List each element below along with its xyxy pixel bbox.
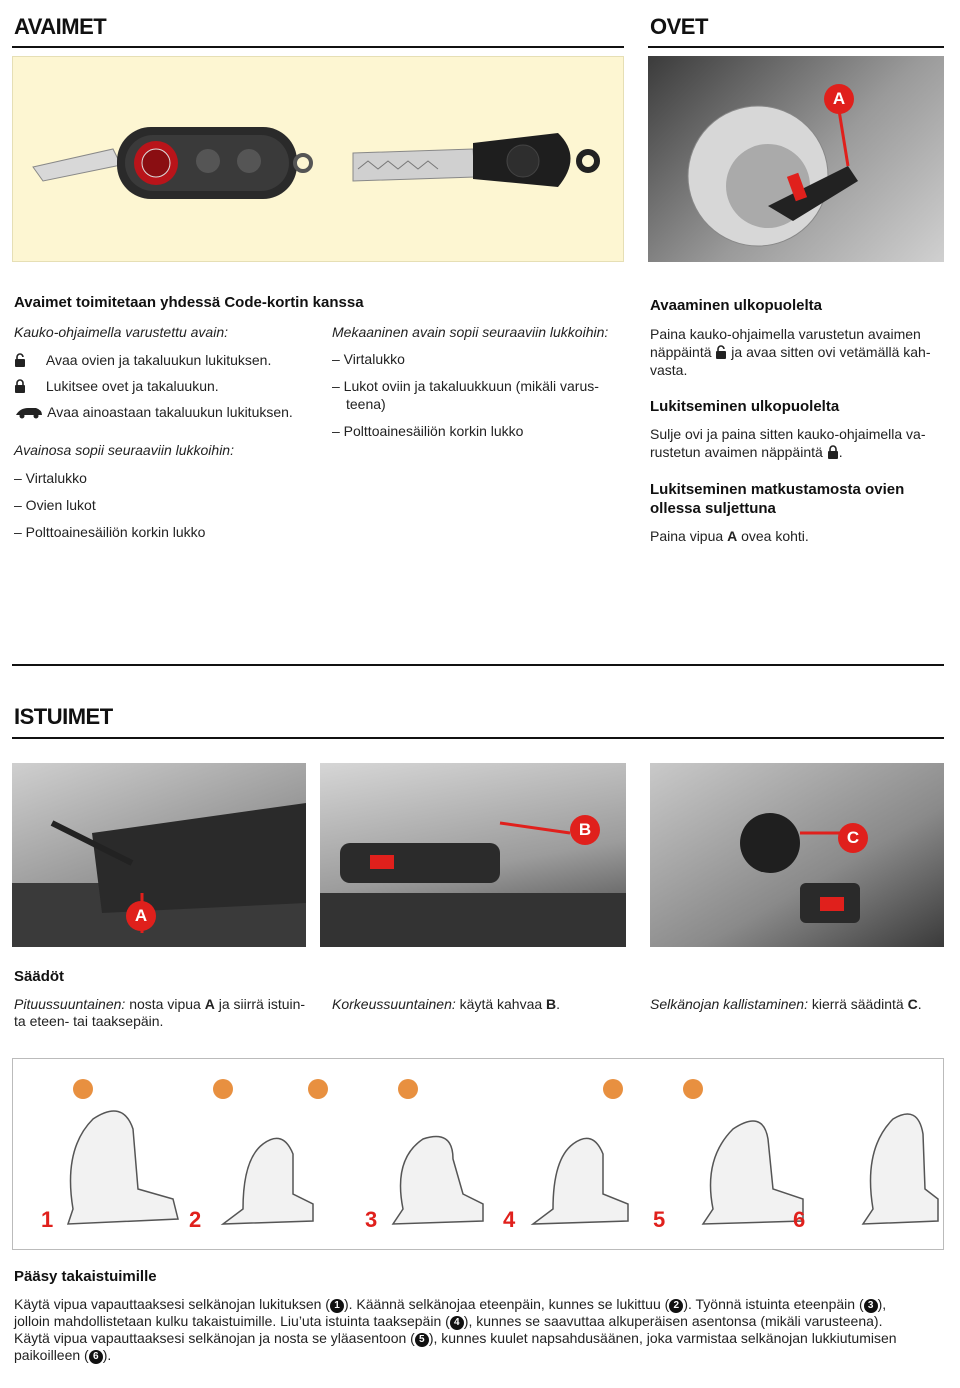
car-trunk-icon xyxy=(14,405,44,419)
rear-line-2 xyxy=(14,1313,946,1330)
door-inside-text xyxy=(650,528,809,545)
rear-text: Käytä vipua vapauttaaksesi selkänojan ja nosta se yläasentoon ( xyxy=(14,1330,415,1346)
rear-text: ). Käännä selkänojaa eteenpäin, kunnes se lukittuu ( xyxy=(343,1296,670,1312)
seat-label-c: C xyxy=(838,823,868,853)
step-number-6: 6 xyxy=(793,1207,806,1232)
seat-photo-c xyxy=(650,763,944,947)
door-open-text-1: Paina kauko-ohjaimella varustetun avaimen xyxy=(650,326,921,342)
rear-line-4 xyxy=(14,1347,946,1364)
rear-title: Pääsy takaistuimille xyxy=(14,1268,157,1285)
rear-text: ), kunnes se saavuttaa alkuperäisen asentonsa (mikäli varusteena). xyxy=(463,1313,883,1329)
rear-text: ), xyxy=(877,1296,887,1312)
seat-label-b: B xyxy=(570,815,600,845)
adjust-col-1-italic: Pituussuuntainen: xyxy=(14,996,126,1012)
step-number-1: 1 xyxy=(41,1207,54,1232)
mech-item-fuel: – Polttoainesäiliön korkin lukko xyxy=(332,423,524,439)
remote-item-lock xyxy=(14,378,219,395)
adjust-col-1-text: nosta vipua xyxy=(125,996,205,1012)
heading-rule-doors xyxy=(648,46,944,48)
mech-item-ignition: – Virtalukko xyxy=(332,351,405,367)
heading-doors: OVET xyxy=(650,14,708,39)
rear-text: jolloin mahdollistetaan kulku takaistuimille. Liu’uta istuinta taaksepäin ( xyxy=(14,1313,450,1329)
mech-intro: Mekaaninen avain sopii seuraaviin lukkoihin: xyxy=(332,324,609,340)
door-open-text-3: vasta. xyxy=(650,362,688,378)
door-lock-text-2a: rustetun avaimen näppäintä xyxy=(650,444,823,460)
insert-item-fuel: – Polttoainesäiliön korkin lukko xyxy=(14,524,206,540)
rear-line-1 xyxy=(14,1296,946,1313)
keys-title: Avaimet toimitetaan yhdessä Code-kortin kanssa xyxy=(14,294,364,311)
lock-icon xyxy=(827,445,839,459)
rear-text: ). Työnnä istuinta eteenpäin ( xyxy=(683,1296,864,1312)
heading-rule-seats xyxy=(12,737,944,739)
step-number-4: 4 xyxy=(503,1207,516,1232)
rear-text: ), kunnes kuulet napsahdusäänen, joka varmistaa selkänojan lukkiutumisen xyxy=(428,1330,897,1346)
step-number-2: 2 xyxy=(189,1207,202,1232)
adjust-col-3-italic: Selkänojan kallistaminen: xyxy=(650,996,808,1012)
adjust-title: Säädöt xyxy=(14,968,65,985)
door-lock-title: Lukitseminen ulkopuolelta xyxy=(650,398,840,415)
seat-steps-panel xyxy=(12,1058,944,1250)
door-inside-title-1: Lukitseminen matkustamosta ovien xyxy=(650,481,905,498)
seat-photo-b xyxy=(320,763,626,947)
adjust-col-1-bold: A xyxy=(204,996,215,1012)
seat-photo-a xyxy=(12,763,306,947)
adjust-col-2-end: . xyxy=(556,996,561,1012)
rear-text: ). xyxy=(102,1347,112,1363)
rear-text: paikoilleen ( xyxy=(14,1347,89,1363)
adjust-col-1 xyxy=(14,996,314,1030)
step-ref-6: 6 xyxy=(89,1350,103,1364)
door-open-text-2 xyxy=(650,344,931,361)
step-ref-1: 1 xyxy=(330,1299,344,1313)
door-open-text-2b: ja avaa sitten ovi vetämällä kah- xyxy=(731,344,931,360)
step-ref-2: 2 xyxy=(669,1299,683,1313)
step-ref-3: 3 xyxy=(864,1299,878,1313)
insert-item-doors: – Ovien lukot xyxy=(14,497,96,513)
door-lock-text-1: Sulje ovi ja paina sitten kauko-ohjaimella va- xyxy=(650,426,926,442)
seats-top-rule xyxy=(12,664,944,666)
door-open-title: Avaaminen ulkopuolelta xyxy=(650,297,822,314)
unlock-icon xyxy=(14,353,26,367)
seat-label-a: A xyxy=(126,901,156,931)
door-inside-text-c: ovea kohti. xyxy=(741,528,809,544)
adjust-col-2-italic: Korkeussuuntainen: xyxy=(332,996,456,1012)
adjust-col-3 xyxy=(650,996,922,1013)
step-ref-5: 5 xyxy=(415,1333,429,1347)
adjust-col-3-end: . xyxy=(917,996,922,1012)
heading-seats: ISTUIMET xyxy=(14,704,113,729)
rear-text: Käytä vipua vapauttaaksesi selkänojan lukituksen ( xyxy=(14,1296,330,1312)
heading-rule-keys xyxy=(12,46,624,48)
step-number-5: 5 xyxy=(653,1207,666,1232)
remote-item-trunk xyxy=(14,404,293,421)
door-open-text-2a: näppäintä xyxy=(650,344,712,360)
insert-intro: Avainosa sopii seuraaviin lukkoihin: xyxy=(14,442,234,458)
door-label-a: A xyxy=(824,84,854,114)
door-photo xyxy=(648,56,944,262)
door-inside-title-2: ollessa suljettuna xyxy=(650,500,776,517)
step-ref-4: 4 xyxy=(450,1316,464,1330)
rear-line-3 xyxy=(14,1330,946,1347)
remote-item-unlock-text: Avaa ovien ja takaluukun lukituksen. xyxy=(45,352,272,368)
adjust-col-2-text: käytä kahvaa xyxy=(455,996,547,1012)
remote-intro: Kauko-ohjaimella varustettu avain: xyxy=(14,324,229,340)
adjust-col-3-text: kierrä säädintä xyxy=(807,996,908,1012)
lock-icon xyxy=(14,379,26,393)
unlock-icon xyxy=(715,345,727,359)
remote-item-unlock xyxy=(14,352,271,369)
step-number-3: 3 xyxy=(365,1207,378,1232)
remote-key-image xyxy=(33,127,311,199)
keys-photo xyxy=(12,56,624,262)
door-inside-text-a: Paina vipua xyxy=(650,528,724,544)
adjust-col-1-rest: ja siirrä istuin- xyxy=(214,996,306,1012)
mech-item-locks: – Lukot oviin ja takaluukkuun (mikäli varus- xyxy=(332,378,599,394)
mech-item-locks-cont: teena) xyxy=(346,396,386,412)
adjust-col-1-line2: ta eteen- tai taaksepäin. xyxy=(14,1013,164,1029)
remote-item-lock-text: Lukitsee ovet ja takaluukun. xyxy=(45,378,219,394)
adjust-col-2-bold: B xyxy=(546,996,557,1012)
heading-keys: AVAIMET xyxy=(14,14,107,39)
door-lock-text-2: rustetun avaimen näppäintä . xyxy=(650,444,843,460)
insert-item-ignition: – Virtalukko xyxy=(14,470,87,486)
mechanical-key-image xyxy=(353,133,597,187)
door-inside-text-b: A xyxy=(727,528,738,544)
remote-item-trunk-text: Avaa ainoastaan takaluukun lukituksen. xyxy=(47,404,293,420)
adjust-col-3-bold: C xyxy=(907,996,918,1012)
adjust-col-2 xyxy=(332,996,560,1013)
